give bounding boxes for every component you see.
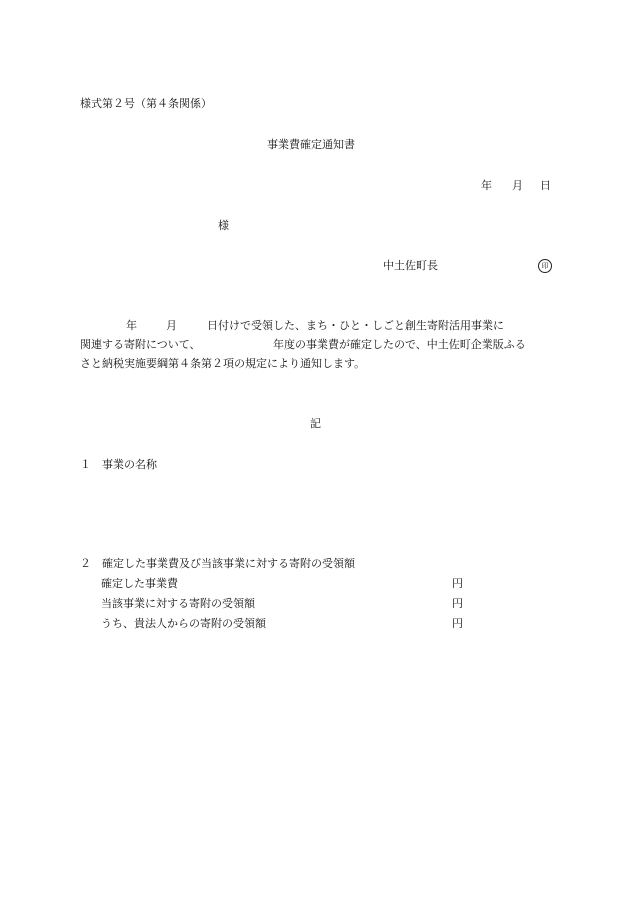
ki-heading: 記 bbox=[310, 417, 321, 430]
sender-title: 中土佐町長 bbox=[383, 259, 438, 272]
date-year-label: 年 bbox=[481, 179, 492, 192]
body-month-label: 月 bbox=[166, 319, 177, 332]
recipient-honorific: 様 bbox=[218, 219, 229, 232]
amount-unit: 円 bbox=[452, 597, 463, 610]
seal-mark: 印 bbox=[538, 259, 552, 273]
date-month-label: 月 bbox=[512, 179, 523, 192]
section2-heading: ２ 確定した事業費及び当該事業に対する寄附の受領額 bbox=[80, 557, 355, 570]
body-line3: さと納税実施要綱第４条第２項の規定により通知します。 bbox=[80, 357, 366, 370]
amount-label: うち、貴法人からの寄附の受領額 bbox=[101, 617, 266, 630]
amount-unit: 円 bbox=[452, 617, 463, 630]
form-number: 様式第２号（第４条関係） bbox=[80, 97, 212, 110]
section1-heading: １ 事業の名称 bbox=[80, 458, 157, 471]
amount-unit: 円 bbox=[452, 577, 463, 590]
date-day-label: 日 bbox=[540, 179, 551, 192]
body-line2-lead: 関連する寄附について、 bbox=[80, 338, 201, 351]
body-line1-text: 日付けで受領した、まち・ひと・しごと創生寄附活用事業に bbox=[207, 319, 504, 332]
amount-label: 確定した事業費 bbox=[101, 577, 178, 590]
body-line2-text: 年度の事業費が確定したので、中土佐町企業版ふる bbox=[273, 338, 526, 351]
body-year-label: 年 bbox=[126, 319, 137, 332]
amount-label: 当該事業に対する寄附の受領額 bbox=[101, 597, 255, 610]
document-title: 事業費確定通知書 bbox=[267, 138, 355, 151]
